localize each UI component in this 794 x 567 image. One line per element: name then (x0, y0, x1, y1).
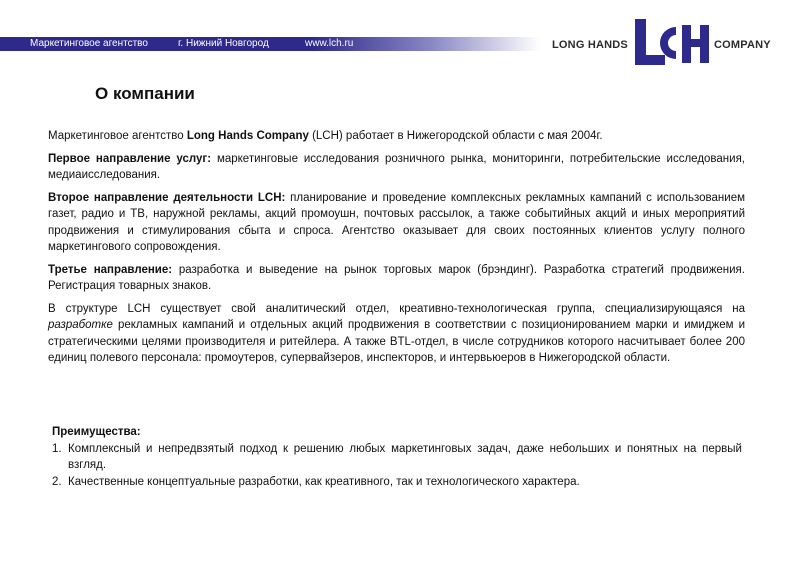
logo-text-right: COMPANY (714, 39, 771, 51)
header-bar (0, 37, 540, 51)
logo-text-left: LONG HANDS (552, 39, 628, 51)
direction-3: Третье направление: разработка и выведение на рынок торговых марок (брэндинг). Разработка стратегий продвижения. Регистрация товарных знаков. (48, 263, 745, 292)
company-name: Long Hands Company (186, 130, 309, 142)
header-website-link[interactable]: www.lch.ru (305, 38, 354, 49)
page-title: О компании (95, 84, 195, 103)
direction-2: Второе направление деятельности LCH: планирование и проведение комплексных рекламных кампаний с использованием газет, радио и ТВ, наружной рекламы, акций промоушн, почтовых рассылок, а также событийных акций и иных мероприятий продвижения и стимулирования сбыта и спроса. Агентство оказывает для своих постоянных клиентов услугу полного маркетингового сопровождения. (48, 191, 745, 253)
header-agency: Маркетинговое агентство (30, 38, 148, 49)
lch-logo-icon (632, 17, 712, 69)
list-item: 2. Качественные концептуальные разработки, как креативного, так и технологического характера. (52, 475, 580, 488)
list-item: 1. Комплексный и непредвзятый подход к решению любых маркетинговых задач, даже небольших и понятных на первый взгляд. (52, 442, 742, 471)
structure-paragraph: В структуре LCH существует свой аналитический отдел, креативно-технологическая группа, специализирующаяся на разработке рекламных кампаний и отдельных акций продвижения в соответствии с позиционированием марки и имиджем и стратегическими целями производителя и ритейлера. А также BTL-отдел, в числе сотрудников которого насчитывает более 200 единиц полевого персонала: промоутеров, супервайзеров, инспекторов, и интервьюеров в Нижегородской области. (48, 302, 745, 364)
intro-paragraph: Маркетинговое агентство Long Hands Company (LCH) работает в Нижегородской области с мая 2004г. (48, 130, 603, 142)
direction-1: Первое направление услуг: маркетинговые исследования розничного рынка, мониторинги, потребительские исследования, медиаисследования. (48, 152, 745, 181)
about-content (48, 128, 745, 367)
header-city: г. Нижний Новгород (178, 38, 269, 49)
benefits-section (52, 424, 742, 490)
benefits-heading: Преимущества: (52, 426, 141, 438)
